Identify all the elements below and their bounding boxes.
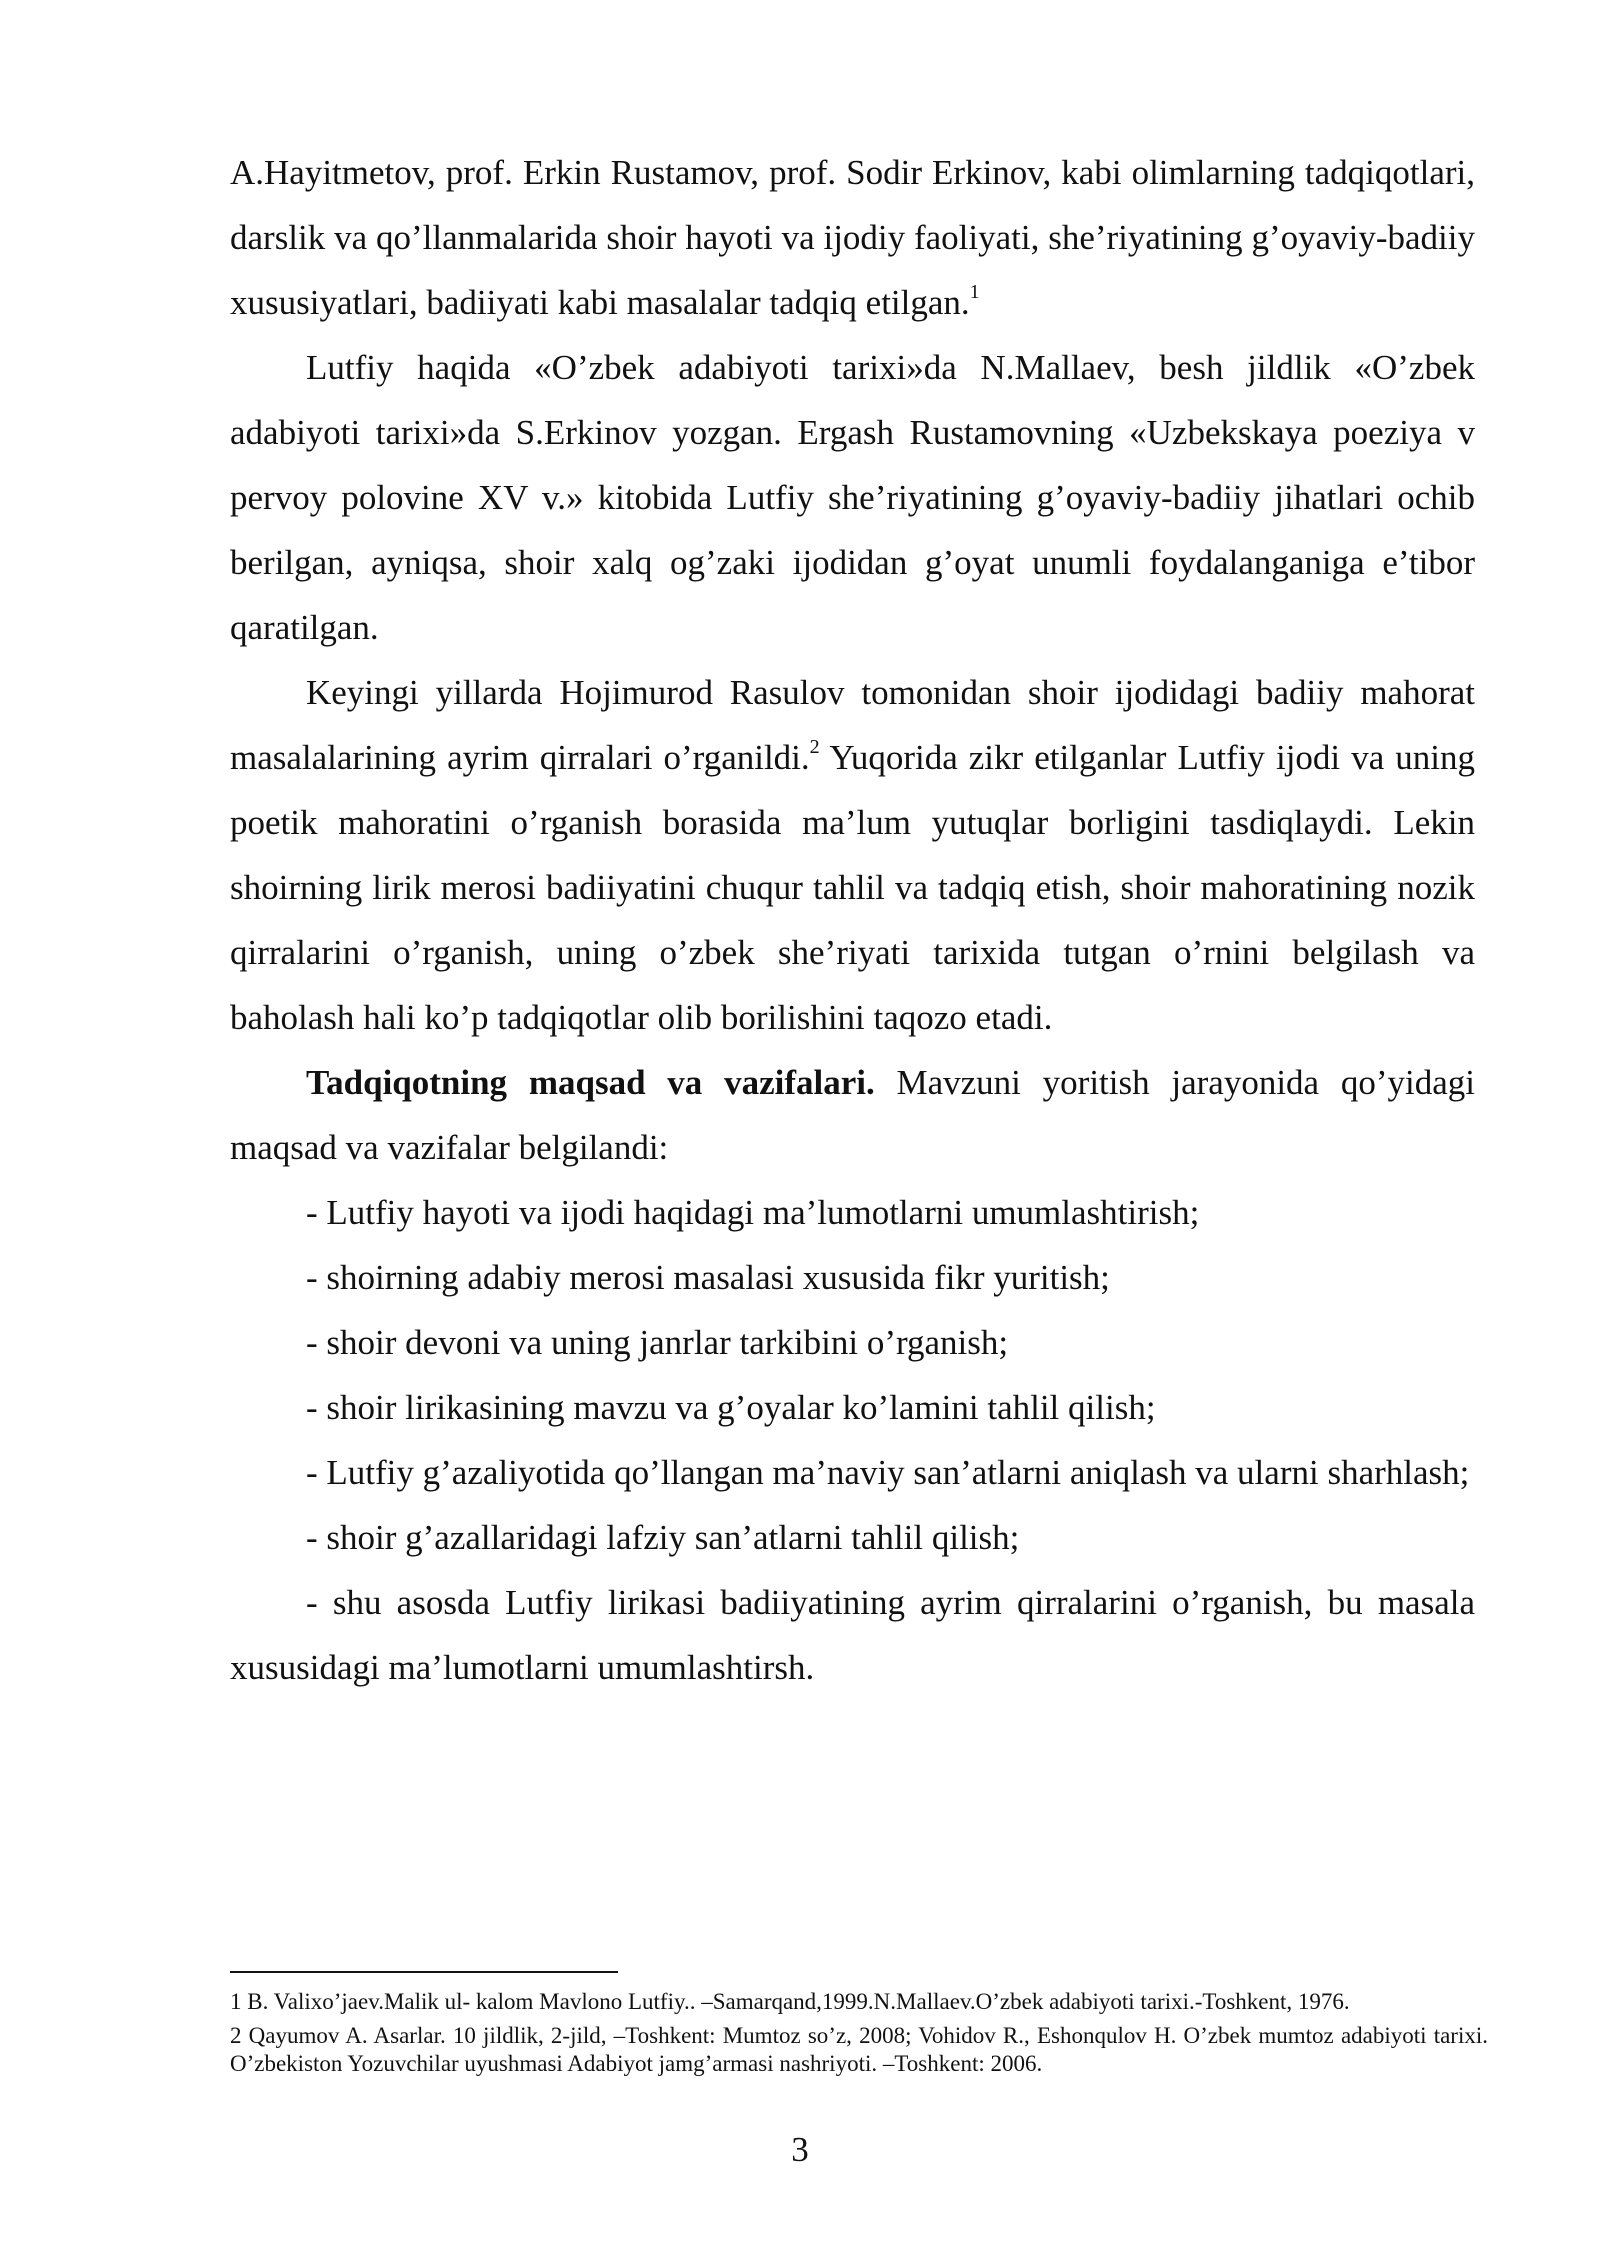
list-item: - shoir lirikasining mavzu va g’oyalar ko’lamini tahlil qilish; bbox=[306, 1388, 1156, 1427]
footnote-ref-2[interactable]: 2 bbox=[809, 736, 820, 758]
footnote-1: 1 B. Valixo’jaev.Malik ul- kalom Mavlono Lutfiy.. –Samarqand,1999.N.Mallaev.O’zbek adabiyoti tarixi.-Toshkent, 1976. bbox=[230, 1989, 1350, 2014]
list-item: - shoir devoni va uning janrlar tarkibini o’rganish; bbox=[306, 1323, 1009, 1362]
paragraph-4-text: Mavzuni yoritish jarayonida qo’yidagi maqsad va vazifalar belgilandi: bbox=[230, 1063, 1475, 1167]
paragraph-1 bbox=[230, 140, 1475, 335]
footnotes bbox=[230, 1988, 1488, 2084]
page-number: 3 bbox=[791, 2130, 809, 2169]
task-list bbox=[230, 1180, 1475, 1700]
paragraph-2-text: Lutfiy haqida «O’zbek adabiyoti tarixi»da N.Mallaev, besh jildlik «O’zbek adabiyoti tarixi»da S.Erkinov yozgan. Ergash Rustamovning «Uzbekskaya poeziya v pervoy polovine XV v.» kitobida Lutfiy she’riyatining g’oyaviy-badiiy jihatlari ochib berilgan, ayniqsa, shoir xalq og’zaki ijodidan g’oyat unumli foydalanganiga e’tibor qaratilgan. bbox=[230, 348, 1475, 647]
footnote-2: 2 Qayumov A. Asarlar. 10 jildlik, 2-jild, –Toshkent: Mumtoz so’z, 2008; Vohidov R., Eshonqulov H. O’zbek mumtoz adabiyoti tarixi. O’zbekiston Yozuvchilar uyushmasi Adabiyot jamg’armasi nashriyoti. –Toshkent: 2006. bbox=[230, 2023, 1488, 2076]
page-body bbox=[230, 140, 1475, 1700]
footnote-ref-1[interactable]: 1 bbox=[969, 281, 980, 303]
paragraph-4 bbox=[230, 1050, 1475, 1180]
list-item: - shoirning adabiy merosi masalasi xususida fikr yuritish; bbox=[306, 1258, 1110, 1297]
section-heading: Tadqiqotning maqsad va vazifalari. bbox=[306, 1063, 875, 1102]
list-item: - shoir g’azallaridagi lafziy san’atlarni tahlil qilish; bbox=[306, 1518, 1020, 1557]
paragraph-3 bbox=[230, 660, 1475, 1050]
paragraph-3-text-b: Yuqorida zikr etilganlar Lutfiy ijodi va uning poetik mahoratini o’rganish borasida ma’lum yutuqlar borligini tasdiqlaydi. Lekin shoirning lirik merosi badiiyatini chuqur tahlil va tadqiq etish, shoir mahoratining nozik qirralarini o’rganish, uning o’zbek she’riyati tarixida tutgan o’rnini belgilash va baholash hali ko’p tadqiqotlar olib borilishini taqozo etadi. bbox=[230, 738, 1475, 1037]
list-item: - Lutfiy hayoti va ijodi haqidagi ma’lumotlarni umumlashtirish; bbox=[306, 1193, 1200, 1232]
footnote-separator bbox=[230, 1971, 618, 1973]
paragraph-2 bbox=[230, 335, 1475, 660]
paragraph-3-text-a: Keyingi yillarda Hojimurod Rasulov tomonidan shoir ijodidagi badiiy mahorat masalalarining ayrim qirralari o’rganildi. bbox=[230, 673, 1475, 777]
list-item: - shu asosda Lutfiy lirikasi badiiyatining ayrim qirralarini o’rganish, bu masala xususidagi ma’lumotlarni umumlashtirsh. bbox=[230, 1583, 1475, 1687]
paragraph-1-text: A.Hayitmetov, prof. Erkin Rustamov, prof. Sodir Erkinov, kabi olimlarning tadqiqotlari, darslik va qo’llanmalarida shoir hayoti va ijodiy faoliyati, she’riyatining g’oyaviy-badiiy xususiyatlari, badiiyati kabi masalalar tadqiq etilgan. bbox=[230, 153, 1475, 322]
list-item: - Lutfiy g’azaliyotida qo’llangan ma’naviy san’atlarni aniqlash va ularni sharhlash; bbox=[306, 1453, 1470, 1492]
